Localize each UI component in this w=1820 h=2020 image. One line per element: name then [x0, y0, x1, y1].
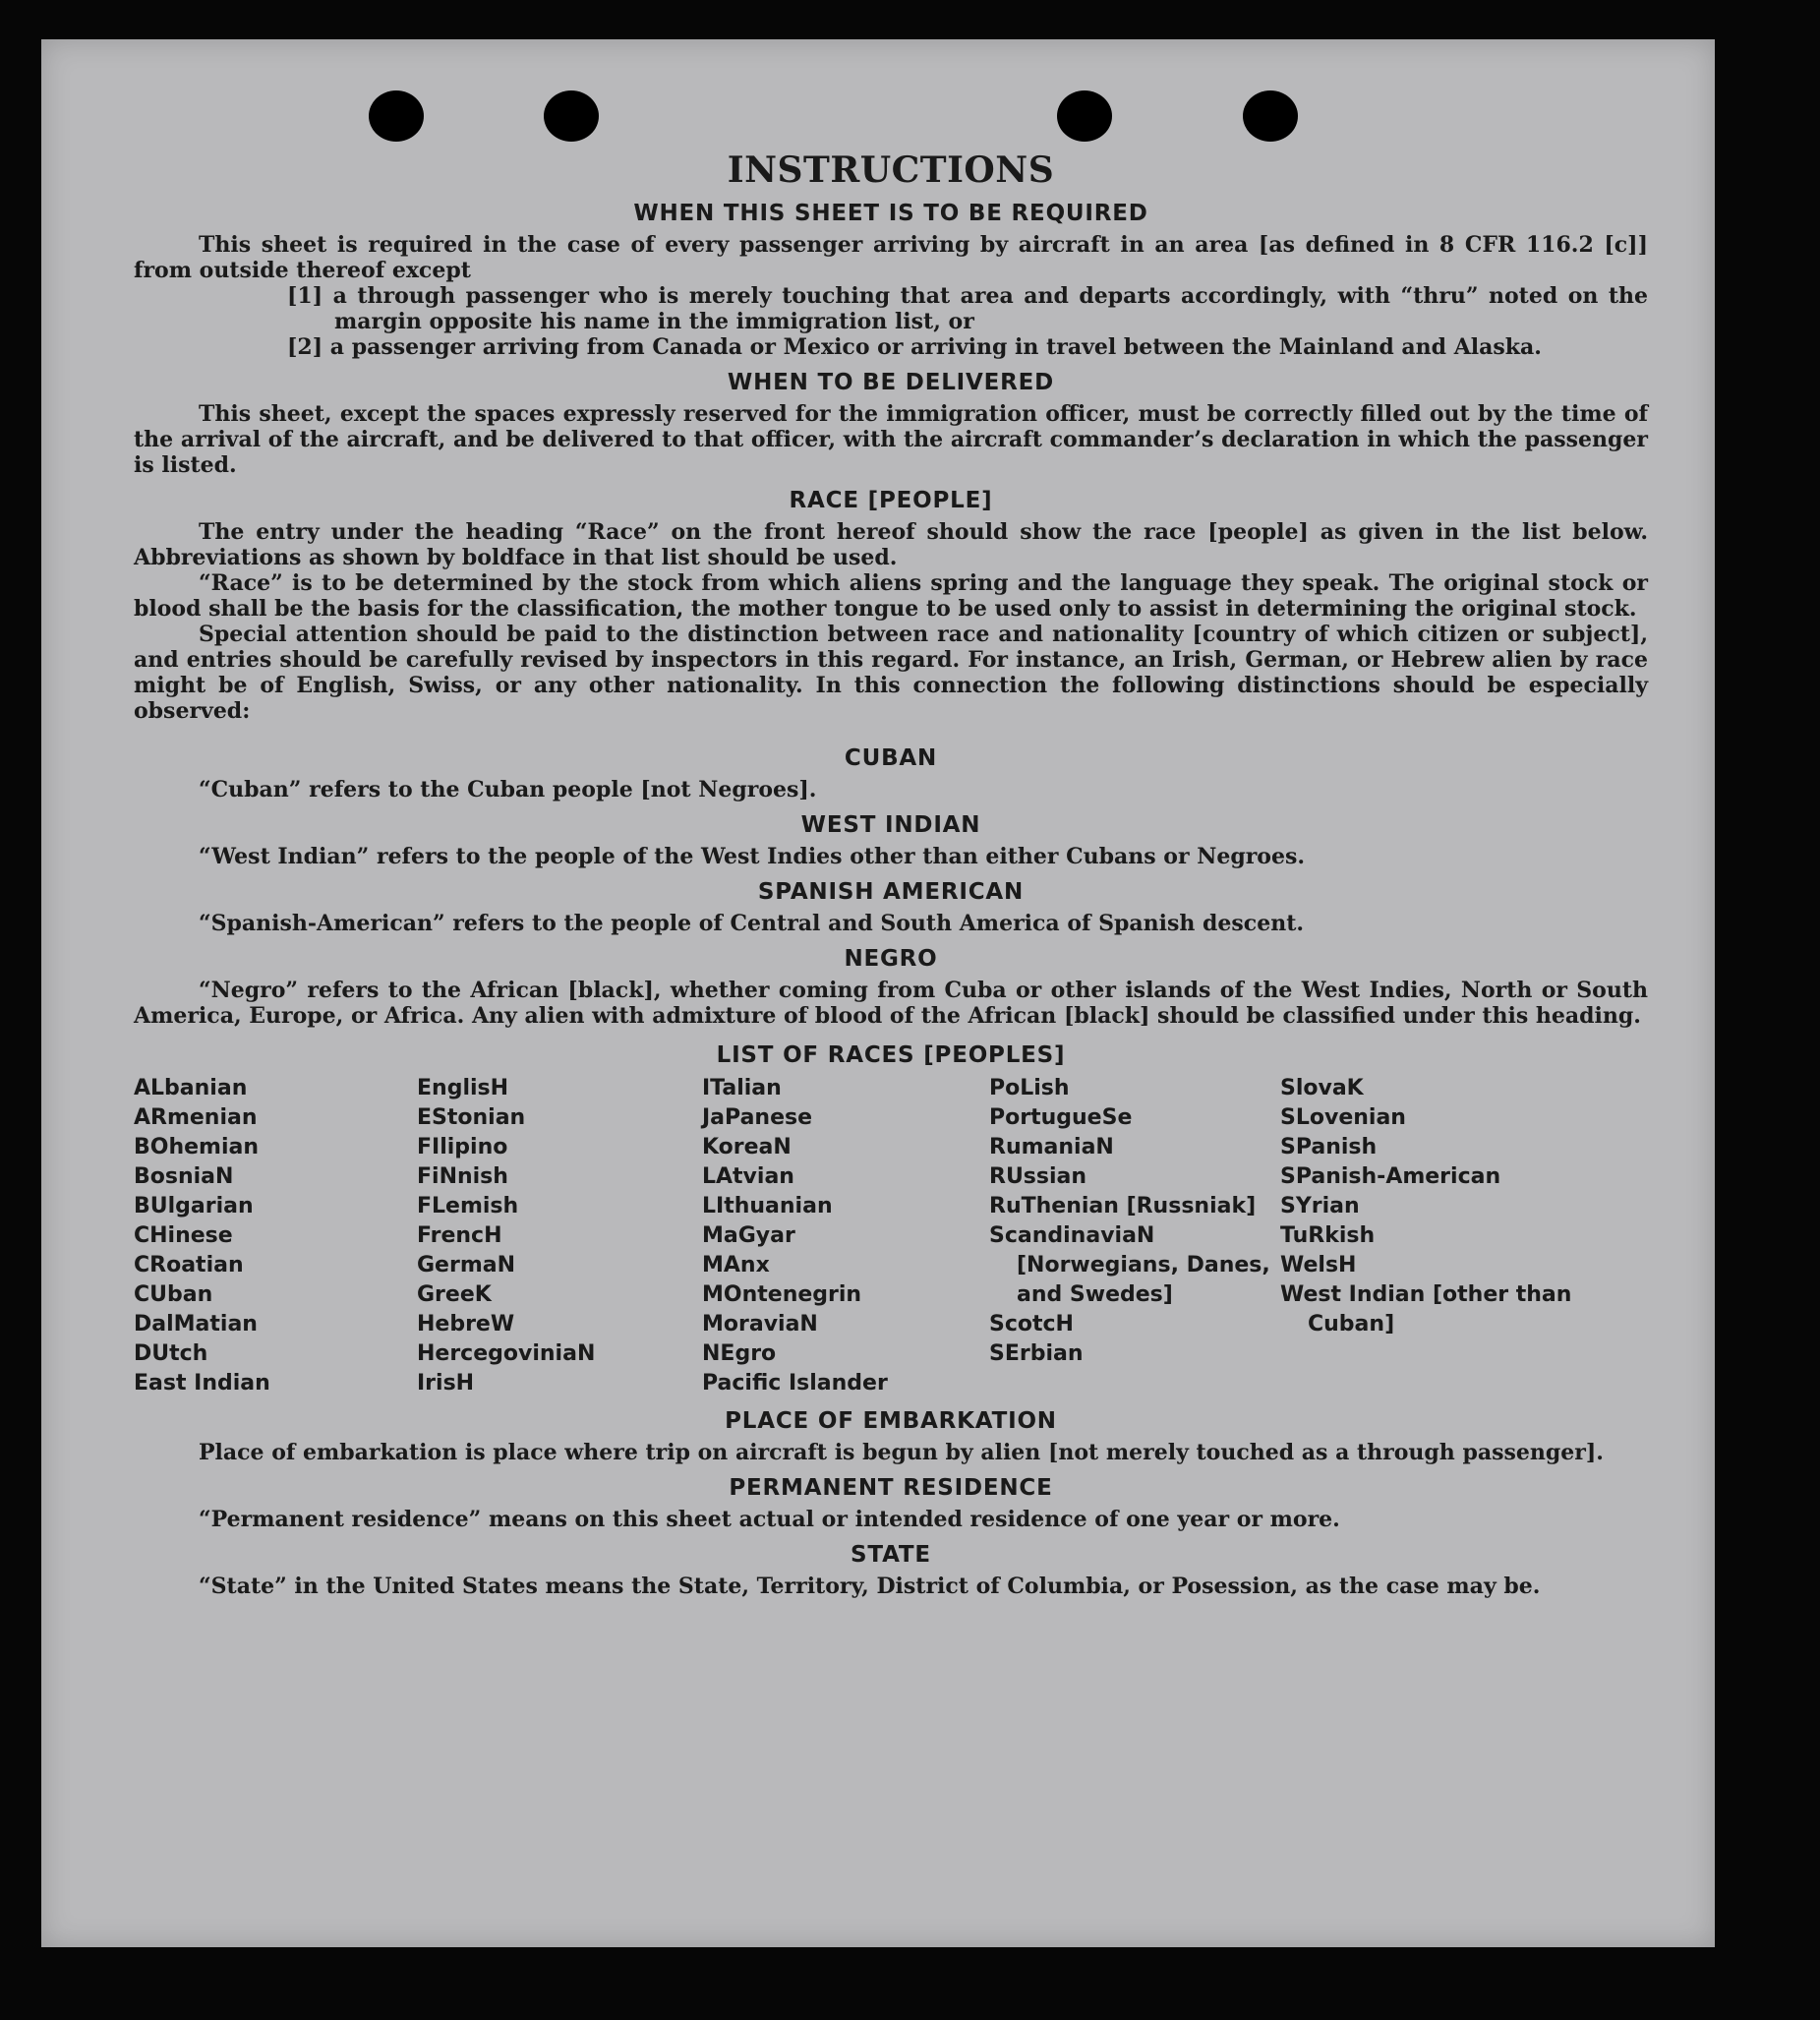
race-list-item: MAnx	[702, 1253, 770, 1277]
race-list-item: HebreW	[417, 1312, 515, 1337]
required-item-2: [2] a passenger arriving from Canada or Mexico or arriving in travel between the Mainland and Alaska.	[287, 334, 1542, 360]
race-list-item: Pacific Islander	[702, 1371, 888, 1396]
race-list-item: JaPanese	[702, 1105, 813, 1130]
embarkation-text: Place of embarkation is place where trip on aircraft is begun by alien [not merely touched as a through passenger].	[199, 1440, 1604, 1465]
race-list-item: ScotcH	[989, 1312, 1074, 1337]
races-column-2	[417, 1074, 702, 1398]
race-list-item: MOntenegrin	[702, 1282, 862, 1307]
section-heading-west-indian: WEST INDIAN	[800, 812, 981, 838]
required-item-1: [1] a through passenger who is merely touching that area and departs accordingly, with “thru” noted on the margin opposite his name in the immigration list, or	[287, 283, 1648, 334]
west-indian-text: “West Indian” refers to the people of the West Indies other than either Cubans or Negroes.	[199, 844, 1306, 869]
instructions-content	[134, 149, 1648, 1599]
race-list-item: RUssian	[989, 1164, 1087, 1189]
race-list-item: SPanish	[1280, 1135, 1378, 1159]
race-list-item: FIlipino	[417, 1135, 508, 1159]
race-list-item: SLovenian	[1280, 1105, 1406, 1130]
race-paragraph-2: “Race” is to be determined by the stock from which aliens spring and the language they speak. The original stock or blood shall be the basis for the classification, the mother tongue to be used only to assist in determining the original stock.	[134, 570, 1648, 622]
race-list-item: ITalian	[702, 1076, 782, 1100]
race-list-item: PortugueSe	[989, 1105, 1133, 1130]
race-list-item: East Indian	[134, 1371, 270, 1396]
race-list-item: CRoatian	[134, 1253, 244, 1277]
race-paragraph-1: The entry under the heading “Race” on the front hereof should show the race [people] as given in the list below. Abbreviations as shown by boldface in that list should be used.	[134, 519, 1648, 570]
race-list-item: NEgro	[702, 1341, 777, 1366]
race-list-item: MoraviaN	[702, 1312, 818, 1337]
race-list-item: TuRkish	[1280, 1223, 1376, 1248]
race-list-item: LAtvian	[702, 1164, 794, 1189]
race-list-item: FiNnish	[417, 1164, 508, 1189]
race-list-item: BUlgarian	[134, 1194, 254, 1218]
race-paragraph-3: Special attention should be paid to the distinction between race and nationality [country of which citizen or subject], and entries should be carefully revised by inspectors in this regard. For instance, an Irish, German, or Hebrew alien by race might be of English, Swiss, or any other nationality. In this connection the following distinctions should be especially observed:	[134, 622, 1648, 724]
punch-hole	[369, 90, 424, 142]
punch-hole	[1243, 90, 1298, 142]
punch-hole	[1057, 90, 1112, 142]
races-column-5	[1280, 1074, 1605, 1398]
races-list	[134, 1074, 1648, 1398]
page-title: INSTRUCTIONS	[727, 149, 1055, 191]
race-list-item: BOhemian	[134, 1135, 260, 1159]
race-list-item: CHinese	[134, 1223, 233, 1248]
race-list-item: EnglisH	[417, 1076, 509, 1100]
section-heading-residence: PERMANENT RESIDENCE	[729, 1475, 1053, 1501]
residence-text: “Permanent residence” means on this sheet actual or intended residence of one year or more.	[199, 1507, 1340, 1532]
race-list-item: FrencH	[417, 1223, 502, 1248]
race-list-item: West Indian [other than Cuban]	[1280, 1282, 1572, 1337]
race-list-item: IrisH	[417, 1371, 475, 1396]
section-heading-cuban: CUBAN	[844, 745, 938, 771]
races-column-1	[134, 1074, 417, 1398]
race-list-item: FLemish	[417, 1194, 519, 1218]
race-list-item: RumaniaN	[989, 1135, 1114, 1159]
section-heading-embarkation: PLACE OF EMBARKATION	[725, 1408, 1057, 1434]
race-list-item: SPanish-American	[1280, 1164, 1501, 1189]
race-list-item: ARmenian	[134, 1105, 258, 1130]
race-list-item: ScandinaviaN [Norwegians, Danes, and Swedes]	[989, 1223, 1270, 1307]
race-list-item: DUtch	[134, 1341, 208, 1366]
race-list-item: LIthuanian	[702, 1194, 833, 1218]
races-column-4	[989, 1074, 1280, 1398]
race-list-item: PoLish	[989, 1076, 1070, 1100]
section-heading-delivered: WHEN TO BE DELIVERED	[727, 370, 1055, 395]
race-list-item: BosniaN	[134, 1164, 234, 1189]
race-list-item: ALbanian	[134, 1076, 248, 1100]
race-list-item: MaGyar	[702, 1223, 795, 1248]
section-heading-state: STATE	[851, 1542, 931, 1568]
race-list-item: CUban	[134, 1282, 213, 1307]
section-heading-races-list: LIST OF RACES [PEOPLES]	[716, 1042, 1066, 1068]
race-list-item: SlovaK	[1280, 1076, 1364, 1100]
race-list-item: EStonian	[417, 1105, 526, 1130]
section-heading-negro: NEGRO	[844, 946, 938, 972]
section-heading-required: WHEN THIS SHEET IS TO BE REQUIRED	[633, 201, 1148, 226]
race-list-item: KoreaN	[702, 1135, 792, 1159]
delivered-text: This sheet, except the spaces expressly reserved for the immigration officer, must be correctly filled out by the time of the arrival of the aircraft, and be delivered to that officer, with the aircraft commander’s declaration in which the passenger is listed.	[134, 401, 1648, 478]
negro-text: “Negro” refers to the African [black], whether coming from Cuba or other islands of the West Indies, North or South America, Europe, or Africa. Any alien with admixture of blood of the African [black] should be classified under this heading.	[134, 978, 1648, 1029]
punch-hole	[544, 90, 599, 142]
cuban-text: “Cuban” refers to the Cuban people [not Negroes].	[199, 777, 817, 802]
race-list-item: WelsH	[1280, 1253, 1357, 1277]
race-list-item: HercegoviniaN	[417, 1341, 596, 1366]
race-list-item: GreeK	[417, 1282, 492, 1307]
races-column-3	[702, 1074, 989, 1398]
race-list-item: RuThenian [Russniak]	[989, 1194, 1257, 1218]
section-heading-spanish-american: SPANISH AMERICAN	[757, 879, 1025, 905]
race-list-item: SErbian	[989, 1341, 1084, 1366]
race-list-item: SYrian	[1280, 1194, 1360, 1218]
section-heading-race: RACE [PEOPLE]	[789, 488, 993, 513]
document-sheet	[41, 39, 1715, 1947]
spanish-american-text: “Spanish-American” refers to the people of Central and South America of Spanish descent.	[199, 911, 1305, 936]
race-list-item: DalMatian	[134, 1312, 258, 1337]
required-intro: This sheet is required in the case of every passenger arriving by aircraft in an area [as defined in 8 CFR 116.2 [c]] from outside thereof except	[134, 232, 1648, 283]
state-text: “State” in the United States means the State, Territory, District of Columbia, or Posession, as the case may be.	[199, 1574, 1541, 1599]
race-list-item: GermaN	[417, 1253, 516, 1277]
